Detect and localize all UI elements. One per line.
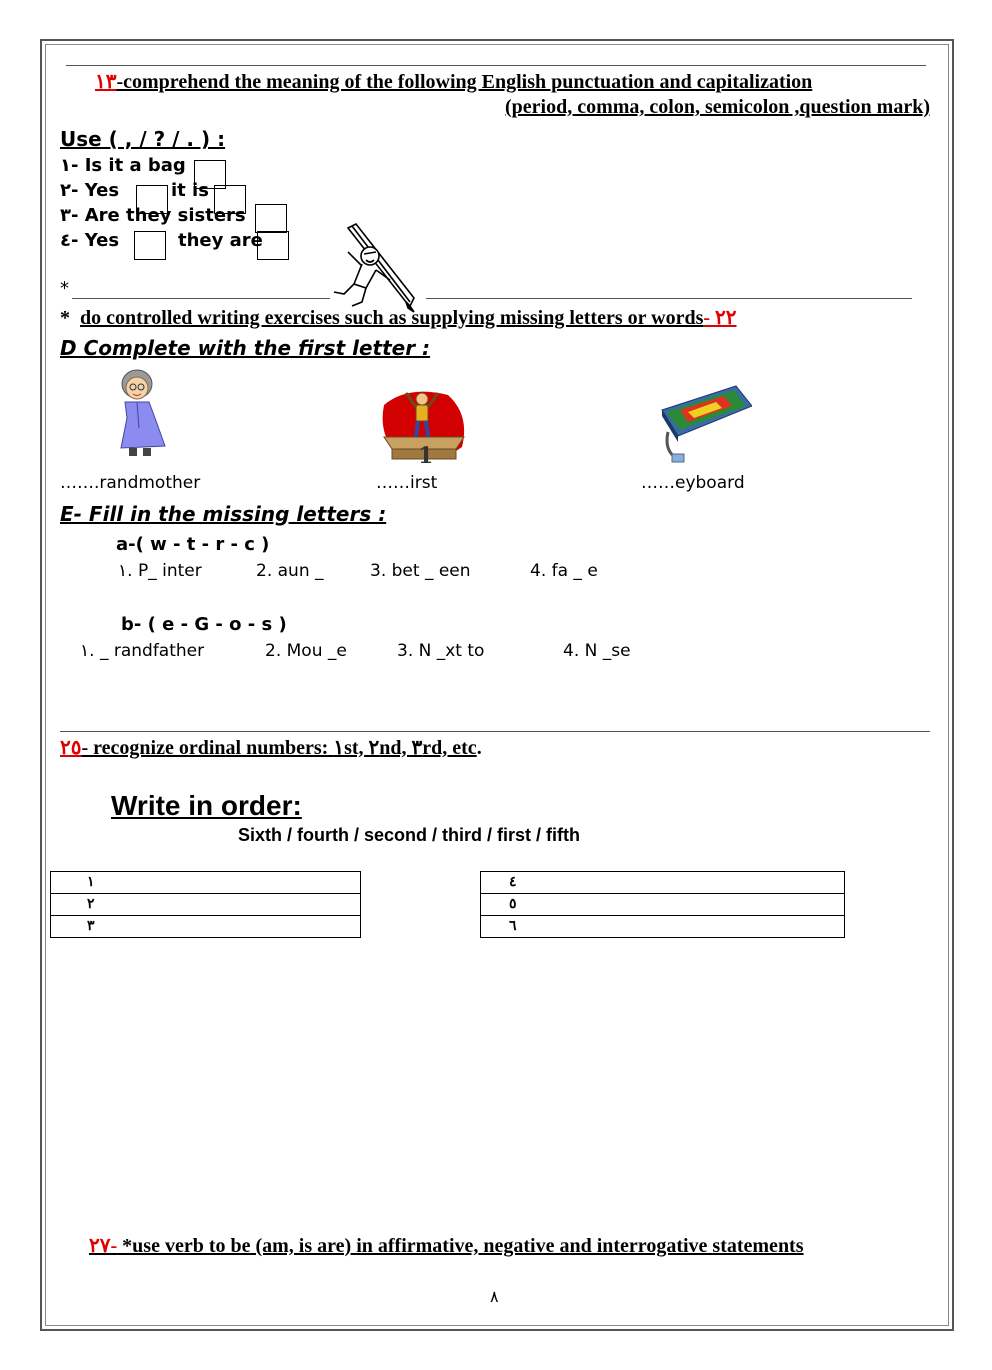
objective-13-text: -comprehend the meaning of the following English punctuation and capitalization bbox=[116, 71, 813, 93]
order-cell-3[interactable] bbox=[51, 916, 361, 938]
objective-27-heading bbox=[89, 1233, 804, 1258]
objective-22-heading bbox=[60, 305, 737, 330]
order-cell-4[interactable] bbox=[481, 872, 845, 894]
order-row-label: ٢ bbox=[87, 897, 95, 912]
question-2-number: ٢ bbox=[60, 180, 71, 201]
missing-letter-a3: 3. bet _ een bbox=[370, 561, 471, 581]
ordinal-word-bank: Sixth / fourth / second / third / first / fifth bbox=[238, 825, 580, 845]
objective-25-text: - recognize ordinal numbers: ١st, ٢nd, ٣rd, etc bbox=[81, 737, 477, 759]
question-3 bbox=[60, 205, 246, 226]
objective-22-text: do controlled writing exercises such as supplying missing letters or words bbox=[80, 307, 704, 329]
objective-27-text: *use verb to be (am, is are) in affirmative, negative and interrogative statements bbox=[117, 1235, 804, 1257]
use-heading: Use ( , / ? / . ) : bbox=[60, 127, 226, 151]
objective-13-number: ١٣ bbox=[95, 71, 117, 93]
missing-letter-b3: 3. N _xt to bbox=[397, 641, 485, 661]
objective-25-period: . bbox=[476, 737, 482, 759]
complete-word-3: ……eyboard bbox=[641, 473, 745, 493]
objective-25-number: ٢٥ bbox=[60, 737, 82, 759]
table-row bbox=[51, 916, 361, 938]
order-table-left bbox=[50, 871, 361, 938]
letters-set-a: a-( w - t - r - c ) bbox=[116, 534, 270, 555]
question-1-number: ١ bbox=[60, 155, 71, 176]
winner-podium-icon bbox=[378, 385, 470, 467]
missing-letter-b2: 2. Mou _e bbox=[265, 641, 347, 661]
top-rule bbox=[66, 65, 926, 66]
answer-box-3[interactable] bbox=[255, 204, 287, 233]
objective-13-heading bbox=[95, 69, 812, 94]
question-4 bbox=[60, 230, 119, 251]
pencil-man-icon bbox=[326, 222, 426, 314]
section-e-title: E- Fill in the missing letters : bbox=[60, 502, 387, 526]
missing-letter-b4: 4. N _se bbox=[563, 641, 631, 661]
order-row-label: ٦ bbox=[509, 919, 517, 934]
divider-left bbox=[72, 298, 330, 299]
order-row-label: ٣ bbox=[87, 919, 95, 934]
write-in-order-title: Write in order: bbox=[111, 790, 302, 821]
order-row-label: ٥ bbox=[509, 897, 517, 912]
letters-set-b: b- ( e - G - o - s ) bbox=[121, 614, 287, 635]
grandmother-icon bbox=[115, 368, 171, 460]
table-row bbox=[481, 872, 845, 894]
answer-box-4b[interactable] bbox=[257, 231, 289, 260]
missing-letter-a1: ١. P_ inter bbox=[118, 561, 202, 581]
order-table-right bbox=[480, 871, 845, 938]
objective-25-heading bbox=[60, 735, 482, 760]
order-row-label: ٤ bbox=[509, 875, 517, 890]
question-2-part1: - Yes bbox=[71, 180, 120, 201]
podium-number: 1 bbox=[418, 443, 434, 467]
objective-22-star: * bbox=[60, 307, 70, 329]
table-row bbox=[51, 872, 361, 894]
question-3-number: ٣ bbox=[60, 205, 71, 226]
order-cell-5[interactable] bbox=[481, 894, 845, 916]
objective-22-number: - ٢٢ bbox=[703, 307, 737, 329]
question-2 bbox=[60, 180, 119, 201]
table-row bbox=[51, 894, 361, 916]
question-4-part1: - Yes bbox=[71, 230, 120, 251]
order-cell-6[interactable] bbox=[481, 916, 845, 938]
order-row-label: ١ bbox=[87, 875, 95, 890]
question-3-text: - Are they sisters bbox=[71, 205, 246, 226]
missing-letter-a2: 2. aun _ bbox=[256, 561, 324, 581]
complete-word-2: ……irst bbox=[376, 473, 438, 493]
complete-word-1: …….randmother bbox=[60, 473, 201, 493]
page-number: ٨ bbox=[490, 1289, 499, 1306]
missing-letter-a4: 4. fa _ e bbox=[530, 561, 598, 581]
question-4-number: ٤ bbox=[60, 230, 71, 251]
order-cell-2[interactable] bbox=[51, 894, 361, 916]
question-4-part2: they are bbox=[178, 230, 263, 251]
question-2-part2: it is bbox=[171, 180, 209, 201]
table-row bbox=[481, 916, 845, 938]
missing-letter-b1: ١. _ randfather bbox=[80, 641, 205, 661]
question-1 bbox=[60, 155, 186, 176]
question-1-text: - Is it a bag bbox=[71, 155, 186, 176]
keyboard-icon bbox=[656, 380, 752, 468]
section-d-title: D Complete with the first letter : bbox=[60, 336, 431, 360]
star-marker: * bbox=[60, 278, 69, 299]
divider-right bbox=[426, 298, 912, 299]
order-cell-1[interactable] bbox=[51, 872, 361, 894]
objective-13-subtitle: (period, comma, colon, semicolon ,question mark) bbox=[505, 96, 930, 118]
answer-box-4a[interactable] bbox=[134, 231, 166, 260]
table-row bbox=[481, 894, 845, 916]
objective-27-number: ٢٧- bbox=[89, 1235, 118, 1257]
divider-25 bbox=[60, 731, 930, 732]
